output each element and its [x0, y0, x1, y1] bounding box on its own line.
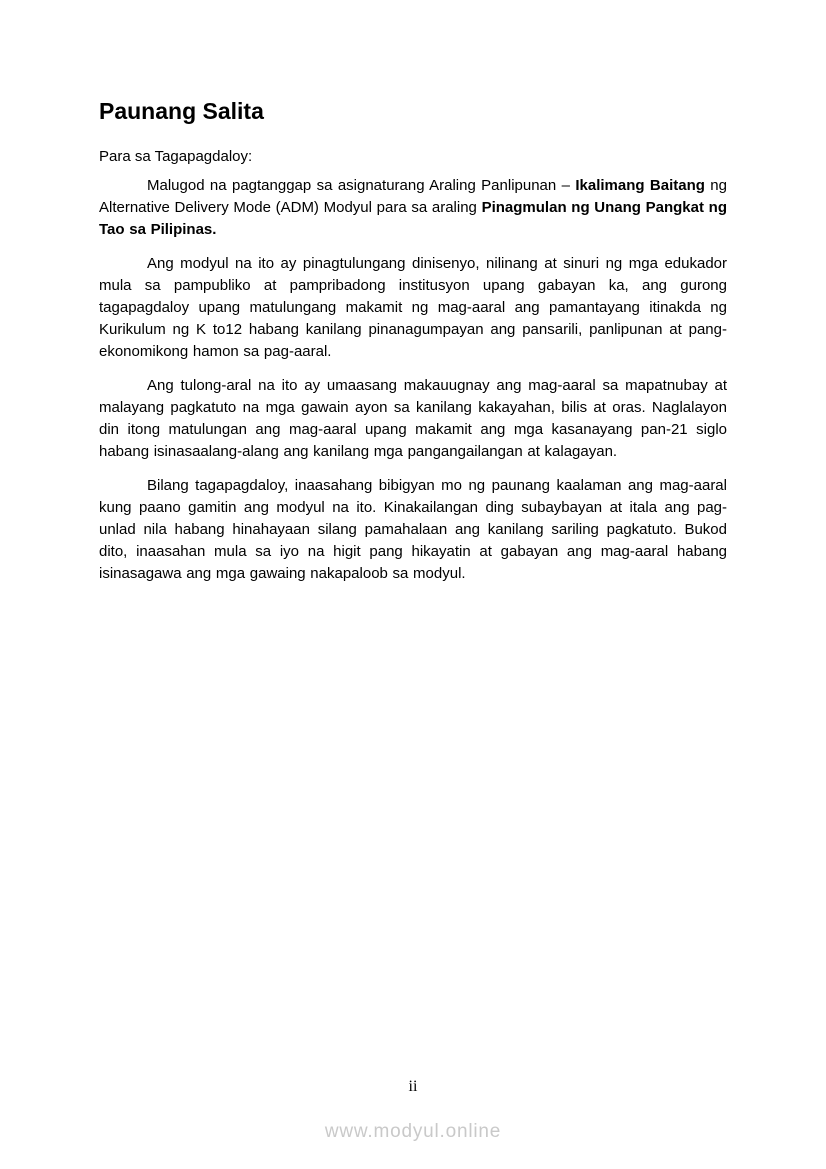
paragraph-welcome: [99, 175, 727, 241]
page-content: [99, 97, 727, 597]
page-number: ii: [408, 1078, 418, 1095]
salutation-line: Para sa Tagapagdaloy:: [99, 148, 253, 165]
paragraph-module-design: Ang modyul na ito ay pinagtulungang dinisenyo, nilinang at sinuri ng mga edukador mula sa pampubliko at pampribadong institusyon upang gabayan ka, ang gurong tagapagdaloy upang matulungang makamit ng mag-aaral ang pamantayang itinakda ng Kurikulum ng K to12 habang kanilang pinanagumpayan ang pansarili, panlipunan at pang-ekonomikong hamon sa pag-aaral.: [99, 255, 727, 360]
text-run-plain: ng Alternative Delivery Mode (ADM) Modyul para sa araling: [99, 177, 727, 216]
watermark-text: www.modyul.online: [324, 1121, 502, 1142]
paragraph-facilitator-role: Bilang tagapagdaloy, inaasahang bibigyan mo ng paunang kaalaman ang mag-aaral kung paano gamitin ang modyul na ito. Kinakailangan ding subaybayan at itala ang pag-unlad nila habang hinahayaan silang pamahalaan ang kanilang sariling pagkatuto. Bukod dito, inaasahan mula sa iyo na higit pang hikayatin at gabayan ang mag-aaral habang isinasagawa ang mga gawaing nakapaloob sa modyul.: [99, 477, 727, 582]
page-title: Paunang Salita: [99, 98, 264, 124]
text-run-bold-grade: Ikalimang Baitang: [575, 177, 705, 194]
text-run-plain: Malugod na pagtanggap sa asignaturang Araling Panlipunan –: [147, 177, 576, 194]
paragraph-learning-aid: Ang tulong-aral na ito ay umaasang makauugnay ang mag-aaral sa mapatnubay at malayang pagkatuto na mga gawain ayon sa kanilang kakayahan, bilis at oras. Naglalayon din itong matulungan ang mag-aaral upang makamit ang mga kasanayang pan-21 siglo habang isinasaalang-alang ang kanilang mga pangangailangan at kalagayan.: [99, 377, 727, 460]
text-run-bold-lesson-title: Pinagmulan ng Unang Pangkat ng Tao sa Pilipinas.: [99, 199, 727, 238]
